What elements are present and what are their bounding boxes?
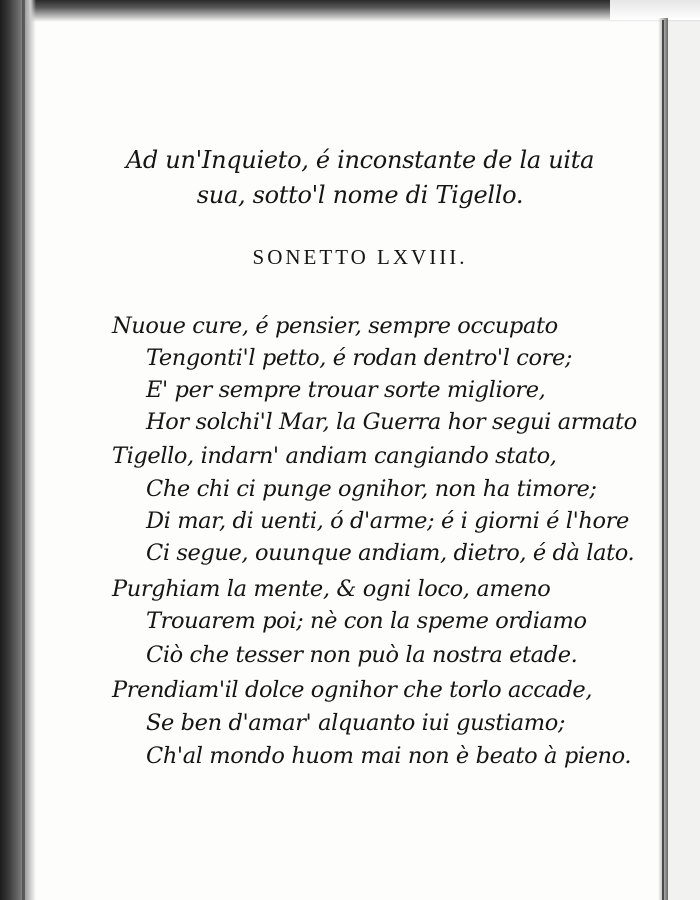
sonnet-title: SONETTO LXVIII. <box>252 245 468 269</box>
dedication-heading-line-2: sua, sotto'l nome di Tigello. <box>196 181 524 209</box>
verse-line-4: Hor solchi'l Mar, la Guerra hor segui armato <box>146 409 637 435</box>
verse-line-11: Ciò che tesser non può la nostra etade. <box>146 642 578 668</box>
dedication-heading-line-1: Ad un'Inquieto, é inconstante de la uita <box>125 146 595 174</box>
verse-line-5: Tigello, indarn' andiam cangiando stato, <box>112 443 557 469</box>
verse-line-1: Nuoue cure, é pensier, sempre occupato <box>112 313 558 339</box>
verse-line-3: E' per sempre trouar sorte migliore, <box>146 377 546 403</box>
verse-line-13: Se ben d'amar' alquanto iui gustiamo; <box>146 710 566 736</box>
verse-line-2: Tengonti'l petto, é rodan dentro'l core; <box>146 345 573 371</box>
verse-line-7: Di mar, di uenti, ó d'arme; é i giorni é l'hore <box>146 508 629 534</box>
verse-line-14: Ch'al mondo huom mai non è beato à pieno. <box>146 743 632 769</box>
verse-line-9: Purghiam la mente, & ogni loco, ameno <box>112 576 551 602</box>
verse-line-8: Ci segue, ouunque andiam, dietro, é dà lato. <box>146 540 635 566</box>
verse-line-6: Che chi ci punge ognihor, non ha timore; <box>146 476 597 502</box>
verse-line-12: Prendiam'il dolce ognihor che torlo accade, <box>112 677 593 703</box>
verse-line-10: Trouarem poi; nè con la speme ordiamo <box>146 608 587 634</box>
